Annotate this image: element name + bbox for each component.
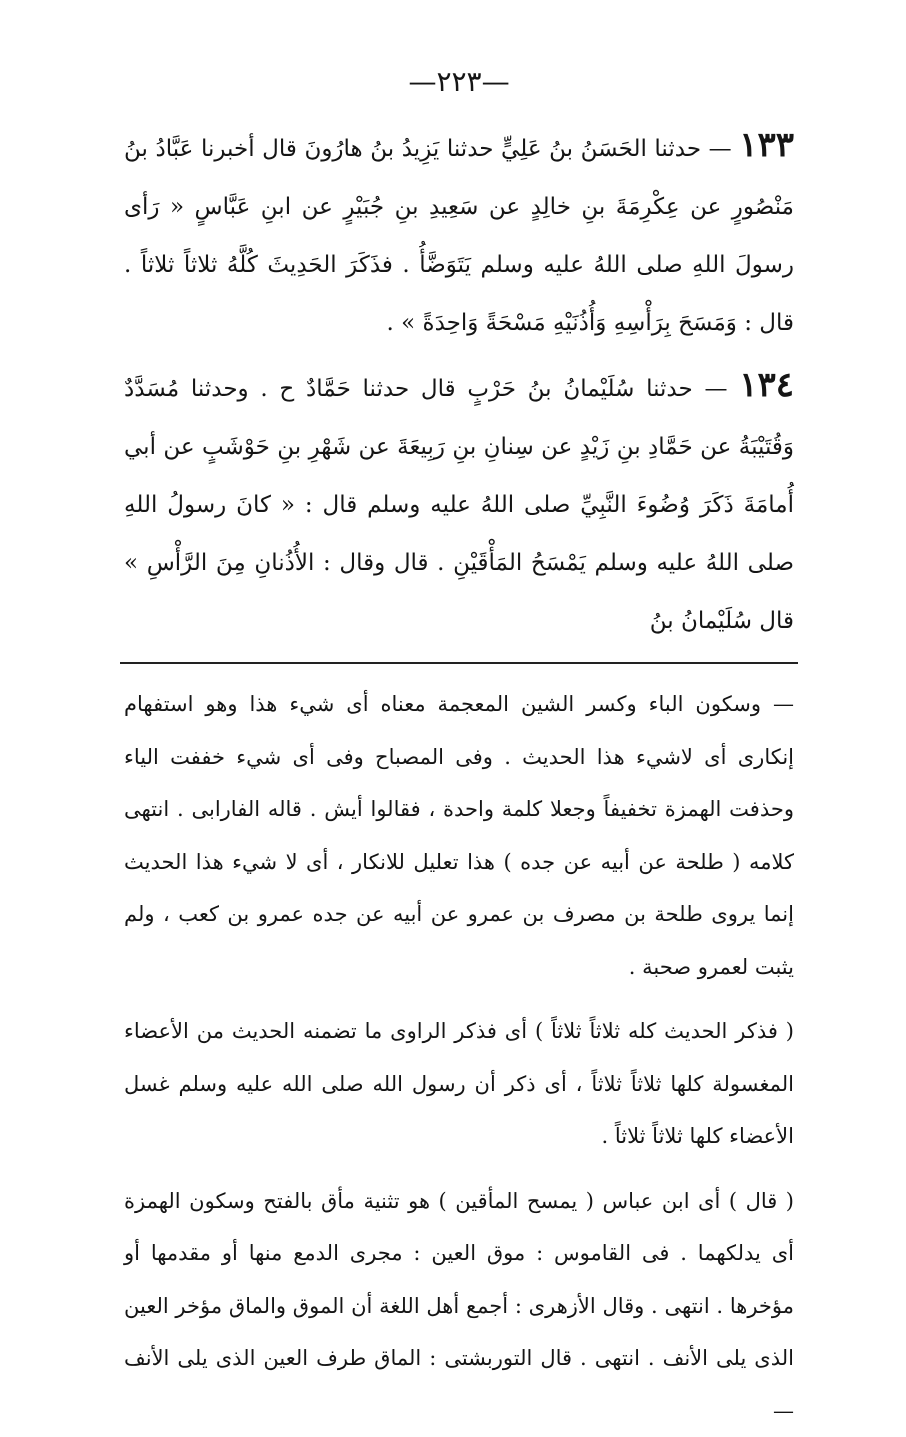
hadith-133 [124,116,794,352]
hadith-number: ١٣٤ [739,365,794,405]
footnote-divider [120,662,798,664]
commentary-paragraph: — وسكون الباء وكسر الشين المعجمة معناه أى شيء هذا وهو استفهام إنكارى أى لاشيء هذا الحديث . وفى المصباح وفى أى شيء خففت الياء وحذفت الهمزة تخفيفاً وجعلا كلمة واحدة ، فقالوا أيش . قاله الفارابى . انتهى كلامه ( طلحة عن أبيه عن جده ) هذا تعليل للانكار ، أى لا شيء هذا الحديث إنما يروى طلحة بن مصرف بن عمرو عن أبيه عن جده عمرو بن كعب ، ولم يثبت لعمرو صحبة . [124,678,794,993]
hadith-section [124,116,794,650]
commentary-section [124,678,794,1437]
commentary-paragraph: ( فذكر الحديث كله ثلاثاً ثلاثاً ) أى فذكر الراوى ما تضمنه الحديث من الأعضاء المغسولة كلها ثلاثاً ثلاثاً ، أى ذكر أن رسول الله صلى الله عليه وسلم غسل الأعضاء كلها ثلاثاً ثلاثاً . [124,1005,794,1163]
hadith-134 [124,356,794,650]
hadith-text: — حدثنا سُلَيْمانُ بنُ حَرْبٍ قال حدثنا حَمَّادٌ ح . وحدثنا مُسَدَّدٌ وَقُتَيْبَةُ عن حَمَّادِ بنِ زَيْدٍ عن سِنانِ بنِ رَبِيعَةَ عن شَهْرِ بنِ حَوْشَبٍ عن أبي أُمامَةَ ذَكَرَ وُضُوءَ النَّبِيِّ صلى اللهُ عليه وسلم قال : « كانَ رسولُ اللهِ صلى اللهُ عليه وسلم يَمْسَحُ المَأْقَيْنِ . قال وقال : الأُذُنانِ مِنَ الرَّأْسِ » قال سُلَيْمانُ بنُ [124,376,794,634]
commentary-paragraph: ( قال ) أى ابن عباس ( يمسح المأقين ) هو تثنية مأق بالفتح وسكون الهمزة أى يدلكهما . فى القاموس : موق العين : مجرى الدمع منها أو مقدمها أو مؤخرها . انتهى . وقال الأزهرى : أجمع أهل اللغة أن الموق والماق مؤخر العين الذى يلى الأنف . انتهى . قال التوربشتى : الماق طرف العين الذى يلى الأنف — [124,1175,794,1437]
hadith-number: ١٣٣ [739,125,794,165]
page-number: —٢٢٣— [124,62,794,102]
hadith-text: — حدثنا الحَسَنُ بنُ عَلِيٍّ حدثنا يَزِيدُ بنُ هارُونَ قال أخبرنا عَبَّادُ بنُ مَنْصُورٍ عن عِكْرِمَةَ بنِ خالِدٍ عن سَعِيدِ بنِ جُبَيْرٍ عن ابنِ عَبَّاسٍ « رَأى رسولَ اللهِ صلى اللهُ عليه وسلم يَتَوَضَّأُ . فذَكَرَ الحَدِيثَ كُلَّهُ ثلاثاً ثلاثاً . قال : وَمَسَحَ بِرَأْسِهِ وَأُذُنَيْهِ مَسْحَةً وَاحِدَةً » . [124,136,794,336]
